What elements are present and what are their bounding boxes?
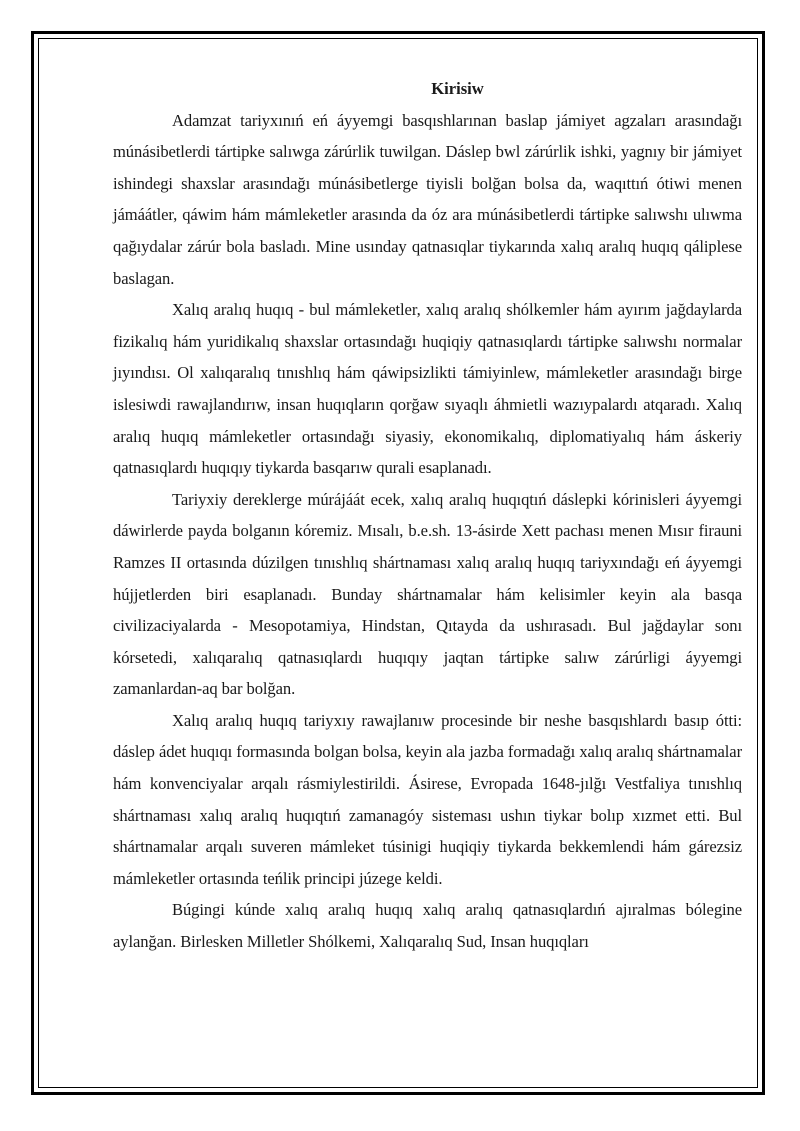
document-body [113, 73, 742, 958]
document-title: Kirisiw [431, 79, 484, 98]
paragraph-5: Búgingi kúnde xalıq aralıq huqıq xalıq aralıq qatnasıqlardıń ajıralmas bólegine aylanğan. Birlesken Milletler Shólkemi, Xalıqaralıq Sud, Insan huqıqları [113, 900, 742, 952]
paragraph-2: Xalıq aralıq huqıq - bul mámleketler, xalıq aralıq shólkemler hám ayırım jağdaylarda fizikalıq hám yuridikalıq shaxslar ortasındağı huqiqiy qatnasıqlardı tártipke salıwshı normalar jıyındısı. Ol xalıqaralıq tınıshlıq hám qáwipsizlikti támiyinlew, mámleketler arasındağı birge islesiwdi rawajlandırıw, insan huqıqların qorğaw sıyaqlı áhmietli wazıypalardı atqaradı. Xalıq aralıq huqıq mámleketler ortasındağı siyasiy, ekonomikalıq, diplomatiyalıq hám áskeriy qatnasıqlardı huqıqıy tiykarda basqarıw qurali esaplanadı. [113, 300, 742, 478]
paragraph-4: Xalıq aralıq huqıq tariyxıy rawajlanıw procesinde bir neshe basqıshlardı basıp ótti: dáslep ádet huqıqı formasında bolgan bolsa, keyin ala jazba formadağı xalıq aralıq shártnamalar hám konvenciyalar arqalı rásmiylestirildi. Ásirese, Evropada 1648-jılğı Vestfaliya tınıshlıq shártnaması xalıq aralıq huqıqtıń zamanagóy sisteması ushın tiykar bolıp xızmet etti. Bul shártnamalar arqalı suveren mámleket túsinigi huqiqiy tiykarda bekkemlendi hám gárezsiz mámleketler ortasında teńlik principi júzege keldi. [113, 710, 742, 888]
paragraph-3: Tariyxiy dereklerge múrájáát ecek, xalıq aralıq huqıqtıń dáslepki kórinisleri áyyemgi dáwirlerde payda bolganın kóremiz. Mısalı, b.e.sh. 13-ásirde Xett pachası menen Mısır firauni Ramzes II ortasında dúzilgen tınıshlıq shártnaması xalıq aralıq huqıq tariyxındağı eń áyyemgi hújjetlerden biri esaplanadı. Bunday shártnamalar hám kelisimler keyin ala basqa civilizaciyalarda - Mesopotamiya, Hindstan, Qıtayda da ushırasadı. Bul jağdaylar sonı kórsetedi, xalıqaralıq qatnasıqlardı huqıqıy jaqtan tártipke salıw zárúrligi áyyemgi zamanlardan-aq bar bolğan. [113, 489, 742, 699]
paragraph-1: Adamzat tariyxınıń eń áyyemgi basqıshlarınan baslap jámiyet agzaları arasındağı múnásibetlerdi tártipke salıwga zárúrlik tuwilgan. Dáslep bwl zárúrlik ishki, yagnıy bir jámiyet ishindegi shaxslar arasındağı múnásibetlerge tiyisli bolğan bolsa da, waqıttıń ótiwi menen jámáátler, qáwim hám mámleketler arasında da óz ara múnásibetlerdi tártipke salıwshı ulıwma qağıydalar zárúr bola basladı. Mine usınday qatnasıqlar tiykarında xalıq aralıq huqıq qáliplese baslagan. [113, 110, 742, 288]
